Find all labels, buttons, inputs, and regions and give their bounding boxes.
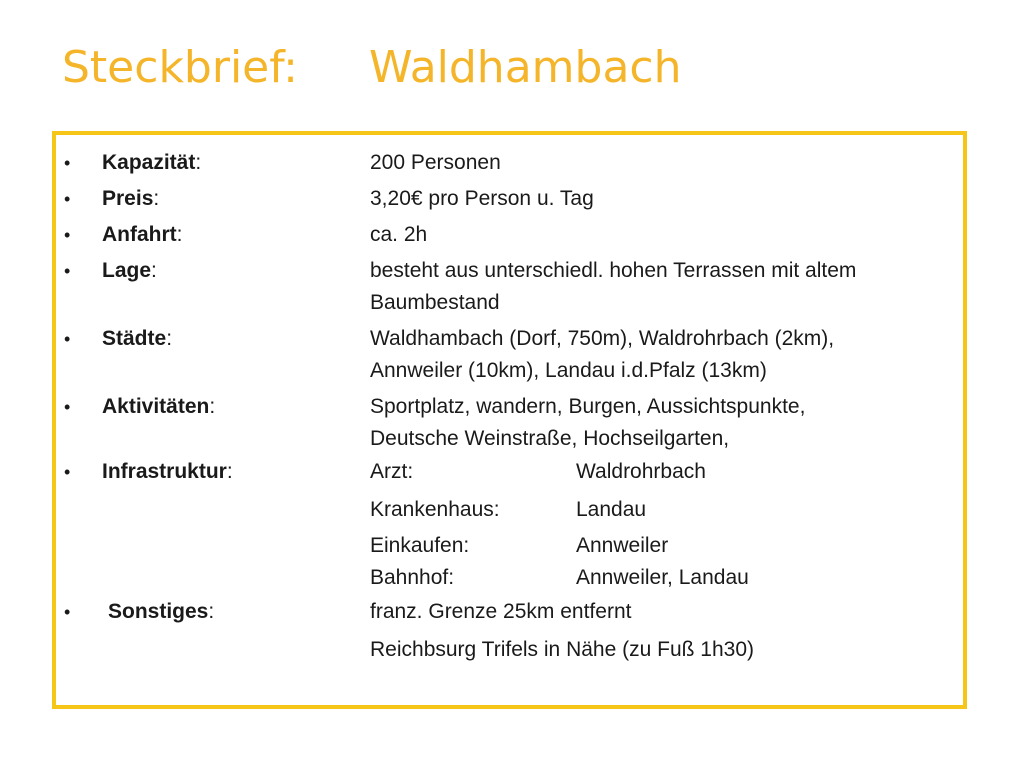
bullet-icon: • — [64, 329, 71, 349]
bullet-icon: • — [64, 602, 71, 622]
fact-label — [108, 596, 214, 628]
infra-key: Bahnhof: — [370, 566, 455, 589]
fact-value-line: Waldhambach (Dorf, 750m), Waldrohrbach (2km), — [370, 327, 835, 350]
infra-value: Waldrohrbach — [576, 460, 706, 483]
bullet-icon: • — [64, 153, 71, 173]
fact-label — [102, 391, 215, 423]
fact-value — [370, 391, 970, 455]
title-prefix: Steckbrief: — [62, 42, 298, 93]
fact-value — [370, 323, 970, 387]
fact-value-line: besteht aus unterschiedl. hohen Terrassen mit altem — [370, 259, 857, 282]
infra-value: Annweiler — [576, 534, 669, 557]
infra-key: Einkaufen: — [370, 534, 470, 557]
fact-label — [102, 219, 183, 251]
fact-value-line: 200 Personen — [370, 151, 501, 174]
fact-value-line: Deutsche Weinstraße, Hochseilgarten, — [370, 427, 730, 450]
infra-value: Landau — [576, 498, 647, 521]
fact-label-text: Aktivitäten — [102, 395, 210, 418]
fact-box — [52, 131, 967, 709]
fact-label-colon: : — [226, 460, 233, 483]
fact-value — [370, 183, 970, 215]
fact-label-colon: : — [151, 259, 157, 282]
fact-label-colon: : — [166, 327, 173, 350]
fact-value-line: 3,20€ pro Person u. Tag — [370, 187, 594, 210]
fact-label — [102, 183, 159, 215]
infra-key: Arzt: — [370, 460, 414, 483]
bullet-icon: • — [64, 397, 71, 417]
bullet-icon: • — [64, 225, 71, 245]
title-place: Waldhambach — [369, 42, 682, 93]
fact-value-line: Baumbestand — [370, 291, 500, 314]
infra-value: Annweiler, Landau — [576, 566, 749, 589]
fact-value-line: Sportplatz, wandern, Burgen, Aussichtspunkte, — [370, 395, 806, 418]
fact-value — [370, 147, 970, 179]
fact-value-line: Annweiler (10km), Landau i.d.Pfalz (13km) — [370, 359, 767, 382]
fact-label-text: Infrastruktur — [102, 460, 227, 483]
fact-label-text: Städte — [102, 327, 167, 350]
bullet-icon: • — [64, 189, 71, 209]
fact-label-colon: : — [209, 395, 216, 418]
bullet-icon: • — [64, 261, 71, 281]
fact-label-text: Lage — [102, 259, 152, 282]
fact-label-colon: : — [208, 600, 215, 623]
fact-label-text: Sonstiges — [108, 600, 209, 623]
bullet-icon: • — [64, 462, 71, 482]
slide-title — [62, 36, 682, 100]
fact-label-text: Anfahrt — [102, 223, 177, 246]
infra-key: Krankenhaus: — [370, 498, 500, 521]
fact-value-line: Reichbsurg Trifels in Nähe (zu Fuß 1h30) — [370, 638, 754, 661]
fact-label-text: Preis — [102, 187, 154, 210]
fact-label-colon: : — [176, 223, 183, 246]
fact-label — [102, 456, 233, 488]
fact-label — [102, 323, 172, 355]
fact-label — [102, 255, 157, 287]
fact-value — [370, 255, 970, 319]
fact-label-text: Kapazität — [102, 151, 196, 174]
fact-value-line: ca. 2h — [370, 223, 428, 246]
fact-value — [370, 219, 970, 251]
fact-label — [102, 147, 201, 179]
fact-label-colon: : — [153, 187, 160, 210]
fact-label-colon: : — [195, 151, 202, 174]
fact-value-line: franz. Grenze 25km entfernt — [370, 600, 632, 623]
